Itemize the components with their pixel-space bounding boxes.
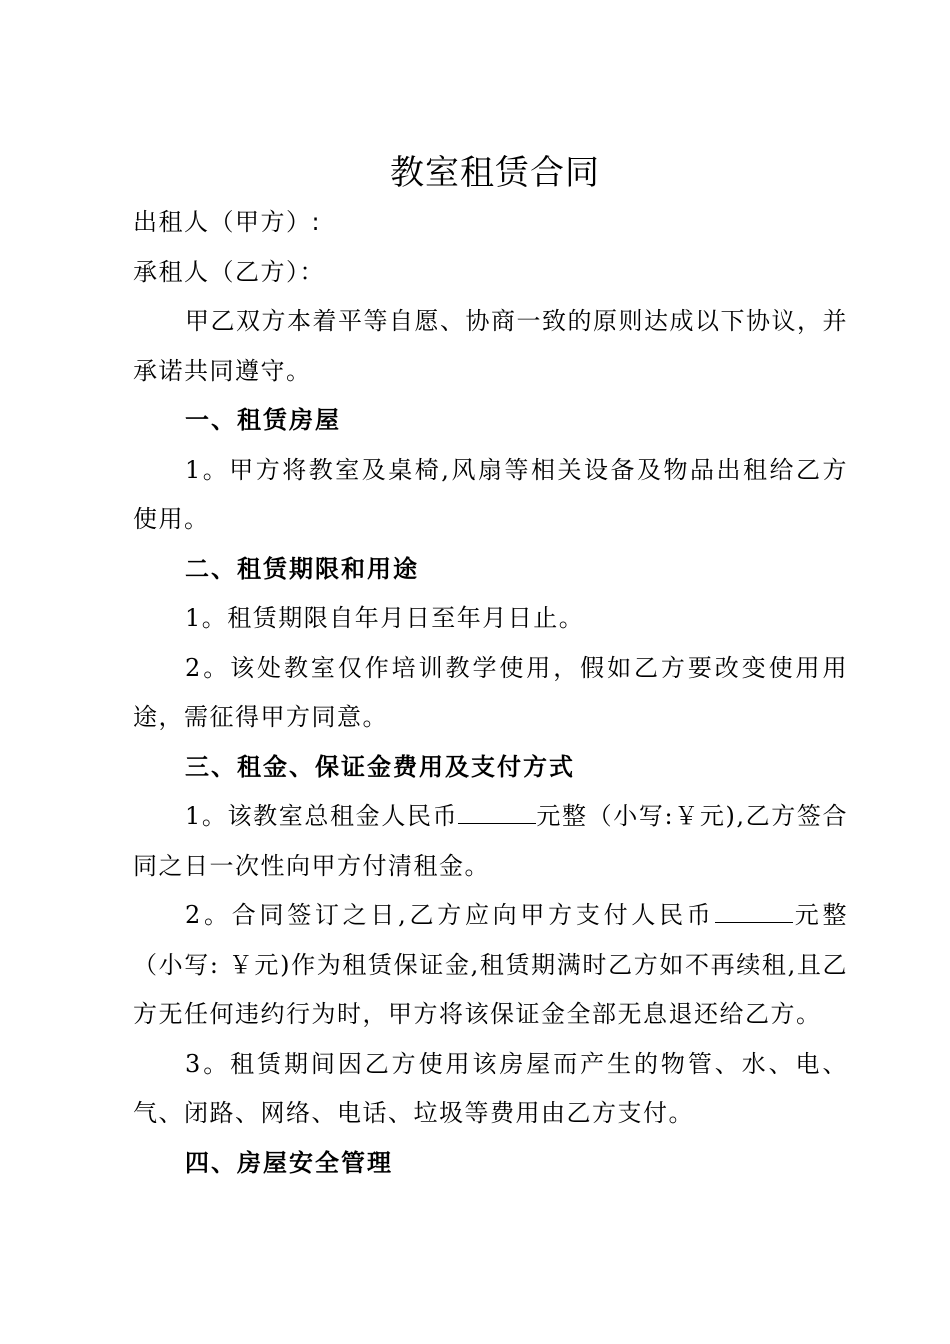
deposit-amount-blank [715,922,793,923]
lessor-label: 出租人（甲方）: [133,208,322,236]
rent-amount-blank [458,823,536,824]
rent-text-after: 整（小写:￥元),乙方签合同之日一次性向甲方付清租金。 [133,802,849,880]
section-2-item-2: 2。该处教室仅作培训教学使用，假如乙方要改变使用用途，需征得甲方同意。 [133,653,848,731]
section-3-item-3: 3。租赁期间因乙方使用该房屋而产生的物管、水、电、气、闭路、网络、电话、垃圾等费用由乙方支付。 [133,1049,848,1127]
section-1-item-1: 1。甲方将教室及桌椅,风扇等相关设备及物品出租给乙方使用。 [133,455,848,533]
section-3-item-1 [133,792,848,891]
document-body [133,198,848,1188]
rent-unit: 元 [536,802,562,830]
document-title: 教室租赁合同 [390,153,600,193]
deposit-text-before: 2。合同签订之日,乙方应向甲方支付人民币 [185,901,715,929]
deposit-unit: 元 [792,901,823,929]
section-heading-2: 二、租赁期限和用途 [185,554,419,583]
section-heading-4: 四、房屋安全管理 [185,1148,393,1177]
section-heading-1: 一、租赁房屋 [185,406,341,434]
intro-paragraph: 甲乙双方本着平等自愿、协商一致的原则达成以下协议，并承诺共同遵守。 [133,307,848,385]
section-heading-3: 三、租金、保证金费用及支付方式 [185,752,575,781]
section-2-item-1: 1。租赁期限自年月日至年月日止。 [185,604,585,632]
rent-text-before: 1。该教室总租金人民币 [185,802,459,830]
lessee-label: 承租人（乙方）： [133,257,325,286]
deposit-text-after: 整（小写: ￥元)作为租赁保证金,租赁期满时乙方如不再续租,且乙方无任何违约行为时，甲方将该保证金全部无息退还给乙方。 [133,901,848,1028]
section-3-item-2 [133,891,848,1040]
